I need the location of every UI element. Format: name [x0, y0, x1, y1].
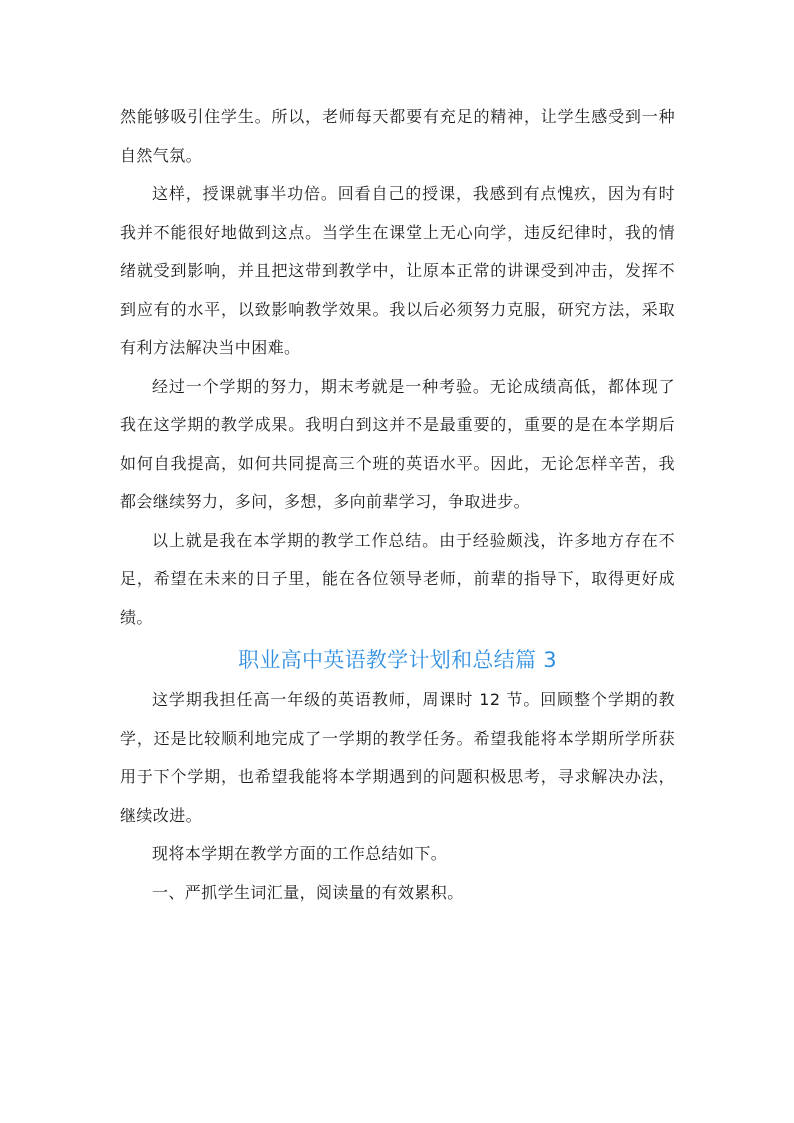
paragraph-summary-lead: 现将本学期在教学方面的工作总结如下。 — [152, 844, 448, 863]
document-body — [120, 98, 675, 912]
paragraph-intro: 这学期我担任高一年级的英语教师，周课时 12 节。回顾整个学期的教学，还是比较顺利地完成了一学期的教学任务。希望我能将本学期所学所获用于下个学期，也希望我能将本学期遇到的问题积极思考，寻求解决办法，继续改进。 — [120, 690, 675, 825]
paragraph-reflection: 这样，授课就事半功倍。回看自己的授课，我感到有点愧疚，因为有时我并不能很好地做到这点。当学生在课堂上无心向学，违反纪律时，我的情绪就受到影响，并且把这带到教学中，让原本正常的讲课受到冲击，发挥不到应有的水平，以致影响教学效果。我以后必须努力克服，研究方法，采取有利方法解决当中困难。 — [120, 184, 675, 357]
paragraph-conclusion: 以上就是我在本学期的教学工作总结。由于经验颇浅，许多地方存在不足，希望在未来的日子里，能在各位领导老师，前辈的指导下，取得更好成绩。 — [120, 530, 675, 627]
paragraph-continuation: 然能够吸引住学生。所以，老师每天都要有充足的精神，让学生感受到一种自然气氛。 — [120, 107, 675, 165]
paragraph-final-exam: 经过一个学期的努力，期末考就是一种考验。无论成绩高低，都体现了我在这学期的教学成果。我明白到这并不是最重要的，重要的是在本学期后如何自我提高，如何共同提高三个班的英语水平。因此，无论怎样辛苦，我都会继续努力，多问，多想，多向前辈学习，争取进步。 — [120, 376, 675, 511]
paragraph-point-one: 一、严抓学生词汇量，阅读量的有效累积。 — [152, 882, 464, 902]
section-heading: 职业高中英语教学计划和总结篇 3 — [238, 648, 557, 672]
